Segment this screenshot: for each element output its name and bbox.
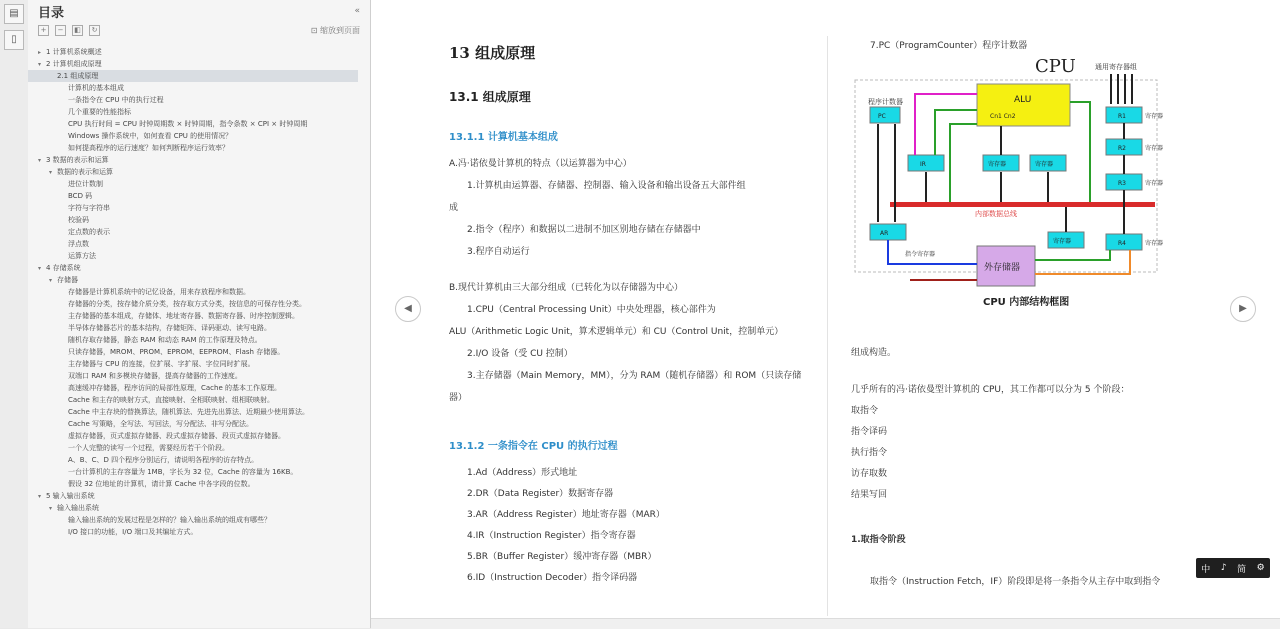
toc-item[interactable] — [28, 514, 358, 526]
bus-label: 内部数据总线 — [975, 210, 1017, 218]
expand-toggle-icon[interactable]: ▾ — [49, 169, 53, 176]
expand-toggle-icon[interactable]: ▾ — [38, 61, 42, 68]
toc-item[interactable] — [28, 142, 358, 154]
toc-item-label: 随机存取存储器，静态 RAM 和动态 RAM 的工作原理及特点。 — [68, 336, 262, 344]
toc-item-label: 几个重要的性能指标 — [68, 108, 131, 116]
text-line: A.冯·诺依曼计算机的特点（以运算器为中心） — [449, 159, 632, 169]
text-line: 1.计算机由运算器、存储器、控制器、输入设备和输出设备五大部件组 — [467, 181, 746, 191]
toc-item[interactable] — [28, 526, 358, 538]
figure-caption: CPU 内部结构框图 — [983, 297, 1070, 308]
ime-sound-icon[interactable]: ♪ — [1220, 563, 1227, 573]
text-line: 1.Ad（Address）形式地址 — [467, 468, 578, 478]
toc-item-label: 校验码 — [68, 216, 89, 224]
collapse-panel-icon[interactable]: « — [354, 6, 360, 16]
toc-item-label: 浮点数 — [68, 240, 89, 248]
toc-item[interactable] — [28, 346, 358, 358]
column-divider — [827, 36, 828, 616]
toc-item-label: 输入输出系统 — [57, 504, 99, 512]
toc-item[interactable] — [28, 286, 358, 298]
memory-label: 外存储器 — [984, 263, 1021, 273]
toc-item[interactable] — [28, 58, 358, 70]
toc-item-label: A、B、C、D 四个程序分别运行，请说明各程序的访存特点。 — [68, 456, 259, 464]
toc-item-label: 4 存储系统 — [46, 264, 81, 272]
toc-item-label: 双端口 RAM 和多模块存储器，提高存储器的工作速度。 — [68, 372, 242, 380]
toc-item-label: 定点数的表示 — [68, 228, 110, 236]
toc-panel — [28, 0, 371, 628]
right-label-1: 寄存器 — [1145, 113, 1164, 120]
toc-item-label: 字符与字符串 — [68, 204, 110, 212]
toc-item[interactable] — [28, 202, 358, 214]
text-line: 2.DR（Data Register）数据寄存器 — [467, 489, 614, 499]
toc-item-label: Windows 操作系统中，如何查看 CPU 的使用情况？ — [68, 132, 233, 140]
right-label-4: 寄存器 — [1145, 240, 1164, 247]
toc-item[interactable] — [28, 334, 358, 346]
r4-label: R4 — [1118, 240, 1126, 247]
toc-item[interactable] — [28, 466, 358, 478]
toc-item-label: 运算方法 — [68, 252, 96, 260]
next-icon: ▶ — [1239, 303, 1247, 314]
toc-item-label: 假设 32 位地址的计算机，请计算 Cache 中各字段的位数。 — [68, 480, 255, 488]
toc-item-label: 虚拟存储器，页式虚拟存储器、段式虚拟存储器、段页式虚拟存储器。 — [68, 432, 285, 440]
expand-toggle-icon[interactable]: ▾ — [49, 277, 53, 284]
toc-item[interactable] — [28, 46, 358, 58]
toc-item-label: 一条指令在 CPU 中的执行过程 — [68, 96, 164, 104]
prev-icon: ◀ — [404, 303, 412, 314]
ime-settings-icon[interactable]: ⚙ — [1256, 563, 1265, 573]
reg-label-2: 寄存器 — [1035, 161, 1054, 168]
toc-item-label: Cache 中主存块的替换算法，随机算法、先进先出算法、近期最少使用算法。 — [68, 408, 309, 416]
text-line: ALU（Arithmetic Logic Unit，算术逻辑单元）和 CU（Control Unit，控制单元） — [449, 327, 784, 337]
shrink-icon: ⊡ — [310, 25, 320, 35]
toc-item[interactable] — [28, 442, 358, 454]
toc-item-label: 存储器 — [57, 276, 78, 284]
expand-toggle-icon[interactable]: ▸ — [38, 49, 42, 56]
ime-lang-icon[interactable]: 中 — [1201, 564, 1211, 575]
toc-item[interactable] — [28, 430, 358, 442]
left-label-bottom: 指令寄存器 — [905, 251, 936, 258]
text-line: 访存取数 — [851, 469, 888, 479]
text-line: 3.AR（Address Register）地址寄存器（MAR） — [467, 510, 665, 520]
text-line: 3.主存储器（Main Memory，MM），分为 RAM（随机存储器）和 ROM（只读存储 — [467, 371, 802, 381]
cpu-title: CPU — [1035, 56, 1076, 77]
toc-item[interactable] — [28, 238, 358, 250]
right-top-line: 7.PC（ProgramCounter）程序计数器 — [870, 41, 1028, 51]
text-line: 1.CPU（Central Processing Unit）中央处理器，核心部件为 — [467, 305, 716, 315]
shrink-label: 缩放到页面 — [320, 25, 360, 35]
expand-toggle-icon[interactable]: ▾ — [38, 493, 42, 500]
alu-sub: Cn1 Cn2 — [990, 113, 1016, 120]
text-line: 5.BR（Buffer Register）缓冲寄存器（MBR） — [467, 552, 657, 562]
section-title: 13.1 组成原理 — [449, 90, 531, 104]
toc-item-label: 计算机的基本组成 — [68, 84, 124, 92]
toc-item-label: I/O 接口的功能，I/O 端口及其编址方式。 — [68, 528, 198, 536]
r3-label: R3 — [1118, 180, 1126, 187]
left-label-top: 程序计数器 — [868, 98, 903, 106]
pc-label: PC — [878, 113, 886, 120]
toc-item[interactable] — [28, 94, 358, 106]
top-right-label: 通用寄存器组 — [1095, 63, 1137, 71]
refresh-icon[interactable]: ↻ — [89, 25, 100, 36]
toc-item-label: 3 数据的表示和运算 — [46, 156, 109, 164]
toc-item[interactable] — [28, 70, 358, 82]
prev-page-button[interactable] — [395, 296, 421, 322]
chapter-title: 13 组成原理 — [449, 44, 536, 62]
toc-item[interactable] — [28, 370, 358, 382]
collapse-all-icon[interactable]: − — [55, 25, 66, 36]
toc-item-label: Cache 和主存的映射方式，直接映射、全相联映射、组相联映射。 — [68, 396, 274, 404]
toc-item-label: 半导体存储器芯片的基本结构，存储矩阵、译码驱动、读写电路。 — [68, 324, 271, 332]
toc-item[interactable] — [28, 274, 358, 286]
text-line: 结果写回 — [851, 490, 888, 500]
ir-label: IR — [920, 161, 926, 168]
toc-item[interactable] — [28, 406, 358, 418]
ar-label: AR — [880, 230, 889, 237]
bookmark-icon[interactable]: ▯ — [4, 30, 24, 50]
toc-item[interactable] — [28, 262, 358, 274]
text-line: 指令译码 — [851, 427, 888, 437]
toc-item[interactable] — [28, 502, 358, 514]
horizontal-scrollbar[interactable] — [371, 618, 1280, 629]
subsection-title-1: 13.1.1 计算机基本组成 — [449, 132, 558, 143]
cpu-diagram — [850, 52, 1165, 302]
toc-item[interactable] — [28, 154, 358, 166]
toc-item-label: 高速缓冲存储器，程序访问的局部性原理，Cache 的基本工作原理。 — [68, 384, 281, 392]
toc-item[interactable] — [28, 322, 358, 334]
toc-item-label: 2.1 组成原理 — [57, 72, 99, 80]
toc-item-label: 只读存储器，MROM、PROM、EPROM、EEPROM、Flash 存储器。 — [68, 348, 285, 356]
toc-item-label: 进位计数制 — [68, 180, 103, 188]
toc-item-label: 主存储器与 CPU 的连接，位扩展、字扩展、字位同时扩展。 — [68, 360, 255, 368]
text-line: B.现代计算机由三大部分组成（已转化为以存储器为中心） — [449, 283, 684, 293]
toc-item-label: 一台计算机的主存容量为 1MB，字长为 32 位，Cache 的容量为 16KB。 — [68, 468, 298, 476]
right-label-3: 寄存器 — [1145, 180, 1164, 187]
toc-item[interactable] — [28, 394, 358, 406]
toc-item[interactable] — [28, 190, 358, 202]
toc-item[interactable] — [28, 250, 358, 262]
stage-1-heading: 1.取指令阶段 — [851, 535, 906, 545]
toc-item[interactable] — [28, 454, 358, 466]
next-page-button[interactable] — [1230, 296, 1256, 322]
expand-toggle-icon[interactable]: ▾ — [49, 505, 53, 512]
toc-item-label: 主存储器的基本组成，存储体、地址寄存器、数据寄存器、时序控制逻辑。 — [68, 312, 299, 320]
toc-item[interactable] — [28, 178, 358, 190]
toc-item-label: CPU 执行时间 = CPU 时钟周期数 × 时钟周期，指令条数 × CPI × 时钟周期 — [68, 120, 308, 128]
toc-item[interactable] — [28, 478, 358, 490]
toc-item[interactable] — [28, 358, 358, 370]
toc-item-label: 存储器的分类，按存储介质分类，按存取方式分类，按信息的可保存性分类。 — [68, 300, 306, 308]
toc-item[interactable] — [28, 82, 358, 94]
toc-title: 目录 — [38, 5, 65, 21]
toc-item-label: 2 计算机组成原理 — [46, 60, 102, 68]
last-line: 取指令（Instruction Fetch，IF）阶段即是将一条指令从主存中取到指令 — [870, 577, 1161, 587]
r1-label: R1 — [1118, 113, 1126, 120]
expand-toggle-icon[interactable]: ▾ — [38, 157, 42, 164]
text-line: 4.IR（Instruction Register）指令寄存器 — [467, 531, 636, 541]
toc-item[interactable] — [28, 130, 358, 142]
alu-label: ALU — [1014, 95, 1032, 105]
toc-item[interactable] — [28, 106, 358, 118]
text-line: 2.I/O 设备（受 CU 控制） — [467, 349, 573, 359]
toc-item-label: 5 输入输出系统 — [46, 492, 95, 500]
toc-item-label: 1 计算机系统概述 — [46, 48, 102, 56]
toc-item-label: 一个人完整的读写一个过程，需要经历若干个阶段。 — [68, 444, 229, 452]
text-line: 几乎所有的冯·诺依曼型计算机的 CPU，其工作都可以分为 5 个阶段： — [851, 385, 1130, 395]
toc-item[interactable] — [28, 226, 358, 238]
toc-item[interactable] — [28, 118, 358, 130]
toc-item-label: 存储器是计算机系统中的记忆设备，用来存放程序和数据。 — [68, 288, 250, 296]
toc-panel-icon[interactable]: ▤ — [4, 4, 24, 24]
subsection-title-2: 13.1.2 一条指令在 CPU 的执行过程 — [449, 441, 618, 452]
toc-item[interactable] — [28, 490, 358, 502]
toc-list — [28, 46, 358, 538]
toc-item-label: 如何提高程序的运行速度？如何判断程序运行效率？ — [68, 144, 229, 152]
text-line: 3.程序自动运行 — [467, 247, 530, 257]
ir-box — [908, 155, 944, 171]
toc-item[interactable] — [28, 418, 358, 430]
toc-item[interactable] — [28, 382, 358, 394]
toc-item[interactable] — [28, 298, 358, 310]
shrink-to-page-button[interactable] — [311, 25, 360, 36]
text-line: 器） — [449, 393, 468, 403]
toc-item-label: Cache 写策略，全写法、写回法，写分配法、非写分配法。 — [68, 420, 253, 428]
text-line: 6.ID（Instruction Decoder）指令译码器 — [467, 573, 638, 583]
r2-label: R2 — [1118, 145, 1126, 152]
side-icon-rail — [0, 0, 29, 628]
toc-item[interactable] — [28, 310, 358, 322]
expand-toggle-icon[interactable]: ▾ — [38, 265, 42, 272]
toc-item-label: BCD 码 — [68, 192, 93, 200]
ime-toolbar[interactable] — [1196, 558, 1270, 578]
ime-mode-icon[interactable]: 简 — [1237, 564, 1247, 575]
text-line: 2.指令（程序）和数据以二进制不加区别地存储在存储器中 — [467, 225, 701, 235]
right-mid-line: 组成构造。 — [851, 348, 897, 358]
toc-item-label: 输入输出系统的发展过程是怎样的？输入输出系统的组成有哪些？ — [68, 516, 271, 524]
reg-label-1: 寄存器 — [988, 161, 1007, 168]
add-bookmark-icon[interactable]: ◧ — [72, 25, 83, 36]
toc-item[interactable] — [28, 214, 358, 226]
reg-label-3: 寄存器 — [1053, 238, 1072, 245]
toc-item-label: 数据的表示和运算 — [57, 168, 113, 176]
text-line: 执行指令 — [851, 448, 888, 458]
toc-item[interactable] — [28, 166, 358, 178]
text-line: 取指令 — [851, 406, 879, 416]
right-label-2: 寄存器 — [1145, 145, 1164, 152]
internal-bus — [890, 202, 1155, 207]
text-line: 成 — [449, 203, 459, 213]
expand-all-icon[interactable]: + — [38, 25, 49, 36]
